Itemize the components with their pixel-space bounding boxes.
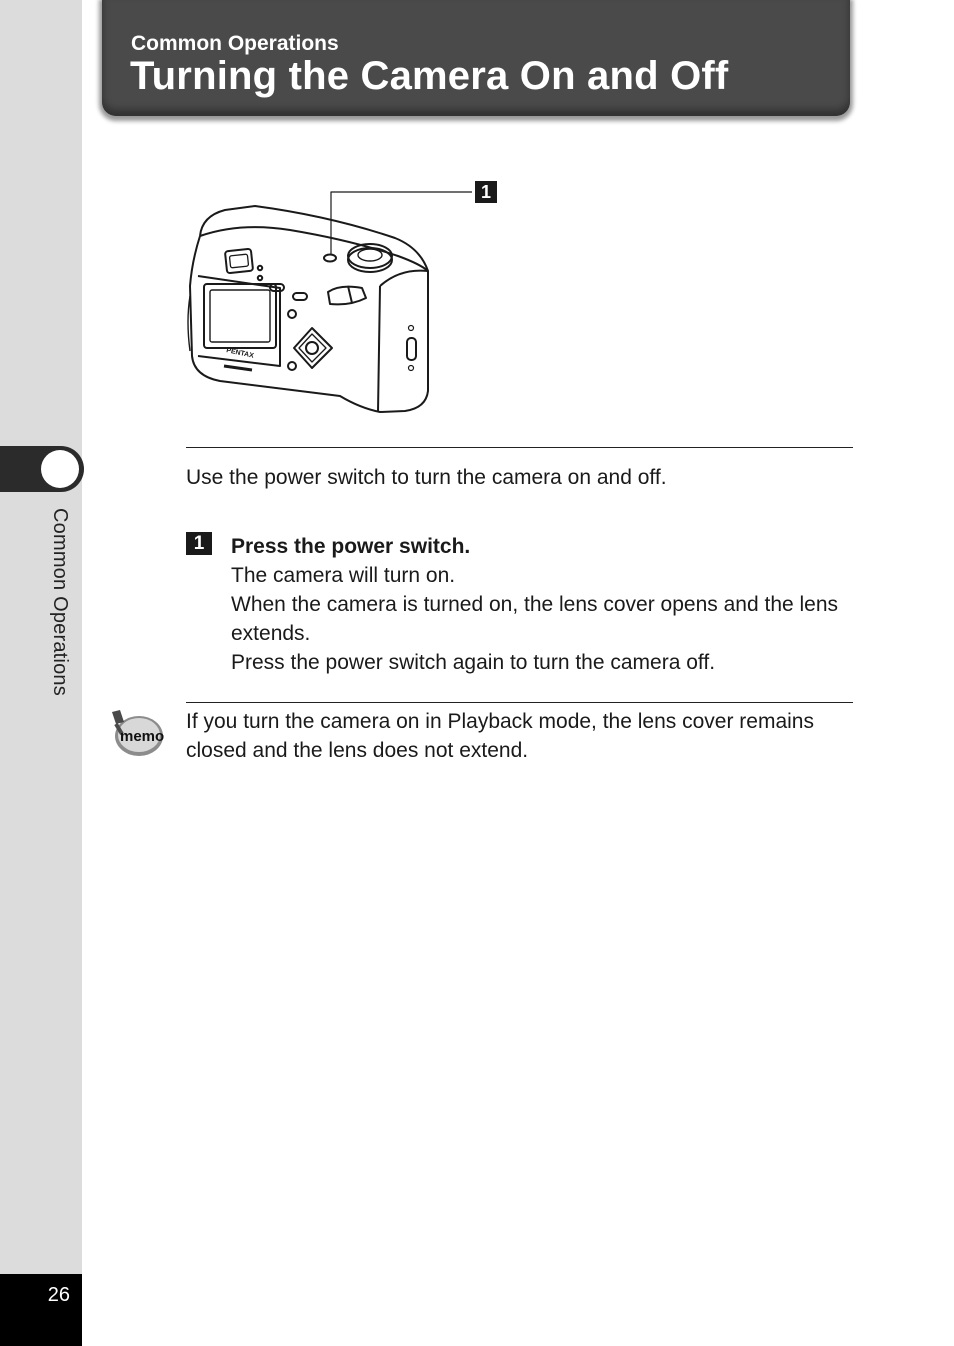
page-header bbox=[102, 0, 850, 116]
page-number: 26 bbox=[47, 1284, 70, 1306]
step-content bbox=[231, 532, 853, 677]
memo-icon-label: memo bbox=[120, 728, 165, 745]
callout-number-badge: 1 bbox=[475, 181, 497, 203]
sidebar-section-label: Common Operations bbox=[49, 508, 71, 696]
step-title: Press the power switch. bbox=[231, 535, 471, 558]
memo-divider bbox=[186, 702, 853, 703]
camera-illustration bbox=[180, 176, 510, 421]
section-divider bbox=[186, 447, 853, 448]
chapter-tab-hole bbox=[41, 450, 79, 488]
camera-brand-label: PENTAX bbox=[225, 347, 255, 360]
step-line: Press the power switch again to turn the camera off. bbox=[231, 651, 716, 674]
step-number-badge: 1 bbox=[186, 532, 212, 555]
step-line: The camera will turn on. bbox=[231, 564, 456, 587]
step-line: When the camera is turned on, the lens cover opens and the lens extends. bbox=[231, 593, 839, 645]
intro-text: Use the power switch to turn the camera on and off. bbox=[186, 466, 667, 489]
section-title: Common Operations bbox=[131, 32, 339, 55]
page-number-box bbox=[0, 1274, 82, 1346]
memo-icon bbox=[106, 708, 166, 760]
memo-text: If you turn the camera on in Playback mode, the lens cover remains closed and the lens does not extend. bbox=[186, 710, 814, 762]
page-title: Turning the Camera On and Off bbox=[130, 54, 729, 98]
